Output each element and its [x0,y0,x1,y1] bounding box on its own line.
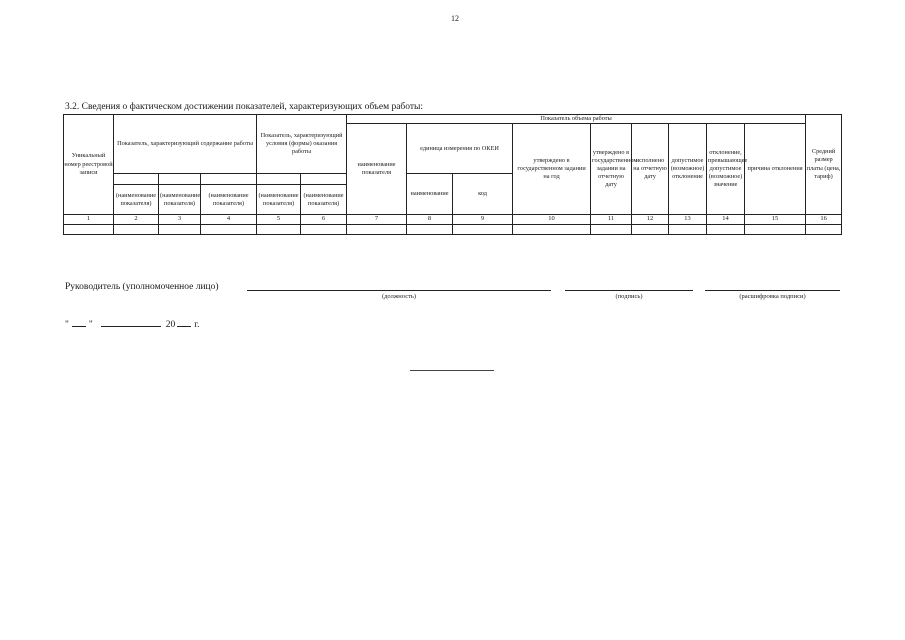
header-average-fee: Средний размер платы (цена, тариф) [806,115,842,215]
col-number: 10 [513,215,591,225]
col-number: 15 [745,215,806,225]
col-number: 13 [669,215,707,225]
date-line [65,317,199,330]
header-approved-date: утверждено в государственном задании на отчетную дату [591,124,632,215]
table-cell[interactable] [632,225,669,235]
table-cell[interactable] [347,225,407,235]
col-number: 3 [159,215,201,225]
header-condition-indicator: Показатель, характеризующий условия (формы) оказания работы [257,115,347,174]
date-open-quote: " [65,320,69,330]
header-top-row [64,115,842,124]
column-numbers-row [64,215,842,225]
col-number: 9 [453,215,513,225]
header-unit: единица измерения по ОКЕИ [407,124,513,174]
section-title: 3.2. Сведения о фактическом достижении показателей, характеризующих объем работы: [65,102,424,112]
col-number: 6 [301,215,347,225]
header-indicator-name: наименование показателя [347,124,407,215]
year-prefix: 20 [165,320,176,330]
position-line[interactable] [247,290,551,291]
table-cell[interactable] [301,225,347,235]
col-number: 14 [707,215,745,225]
header-content-indicator: Показатель, характеризующий содержание работы [114,115,257,174]
header-allowed-deviation: допустимое (возможное) отклонение [669,124,707,215]
table-cell[interactable] [591,225,632,235]
signature-line[interactable] [565,290,693,291]
sublabel-content-1: (наименование показателя) [114,185,159,215]
sublabel-content-3: (наименование показателя) [201,185,257,215]
sublabel-condition-2: (наименование показателя) [301,185,347,215]
header-unit-name: наименование [407,174,453,215]
header-executed: исполнено на отчетную дату [632,124,669,215]
sublabel-condition-1: (наименование показателя) [257,185,301,215]
volume-indicators-table [63,114,842,235]
header-unique-number: Уникальный номер реестровой записи [64,115,114,215]
col-number: 16 [806,215,842,225]
col-number: 5 [257,215,301,225]
signature-caption: (подпись) [615,293,643,300]
year-blank[interactable] [177,317,191,327]
signature-decode-caption: (расшифровка подписи) [739,293,806,300]
table-cell[interactable] [669,225,707,235]
table-cell[interactable] [806,225,842,235]
day-blank[interactable] [72,317,86,327]
signature-label: Руководитель (уполномоченное лицо) [65,282,219,292]
header-exceeding-deviation: отклонение, превышающее допустимое (возможное) значение [707,124,745,215]
footer-divider [410,370,494,371]
table-cell[interactable] [201,225,257,235]
header-unit-code: код [453,174,513,215]
date-close-quote: " [88,320,93,330]
col-number: 2 [114,215,159,225]
table-cell[interactable] [64,225,114,235]
position-caption: (должность) [381,293,417,300]
col-number: 7 [347,215,407,225]
col-number: 8 [407,215,453,225]
signature-decode-line[interactable] [705,290,840,291]
table-cell[interactable] [453,225,513,235]
month-blank[interactable] [101,317,161,327]
table-cell[interactable] [513,225,591,235]
col-number: 11 [591,215,632,225]
year-suffix: г. [194,320,200,330]
table-cell[interactable] [257,225,301,235]
col-number: 4 [201,215,257,225]
table-cell[interactable] [745,225,806,235]
col-number: 1 [64,215,114,225]
page-number: 12 [451,14,459,23]
table-cell[interactable] [707,225,745,235]
table-row [64,225,842,235]
header-volume-indicator: Показатель объема работы [347,115,806,124]
header-deviation-reason: причина отклонения [745,124,806,215]
table-cell[interactable] [159,225,201,235]
table-cell[interactable] [407,225,453,235]
sublabel-content-2: (наименование показателя) [159,185,201,215]
col-number: 12 [632,215,669,225]
header-approved-year: утверждено в государственном задании на год [513,124,591,215]
table-cell[interactable] [114,225,159,235]
